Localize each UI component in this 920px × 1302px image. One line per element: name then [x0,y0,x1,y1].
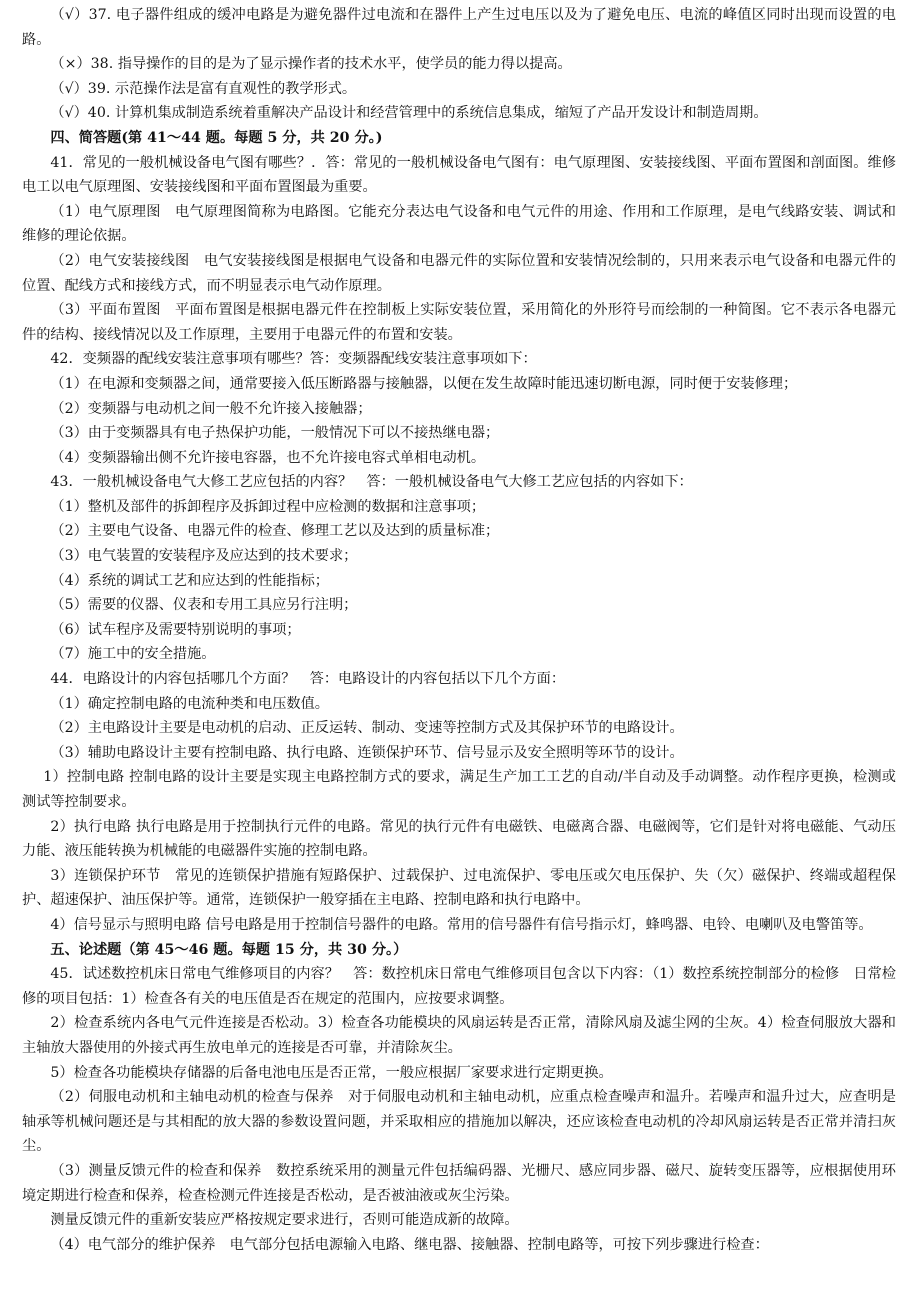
paragraph: （1）整机及部件的拆卸程序及拆卸过程中应检测的数据和注意事项； [50,498,486,515]
paragraph: （1）电气原理图 电气原理图简称为电路图。它能充分表达电气设备和电气元件的用途、作用和工作原理，是电气线路安装、调试和维修的理论依据。 [22,203,896,245]
paragraph: （5）需要的仪器、仪表和专用工具应另行注明； [50,597,358,614]
paragraph: （×）38. 指导操作的目的是为了显示操作者的技术水平，使学员的能力得以提高。 [50,56,572,73]
paragraph: （4）电气部分的维护保养 电气部分包括电源输入电路、继电器、接触器、控制电路等，可按下列步骤进行检查： [50,1236,769,1253]
paragraph: （2）伺服电动机和主轴电动机的检查与保养 对于伺服电动机和主轴电动机，应重点检查噪声和温升。若噪声和温升过大，应查明是轴承等机械问题还是与其相配的放大器的参数设置问题，并采取相应的措施加以解决，还应该检查电动机的冷却风扇运转是否正常并清扫灰尘。 [22,1089,896,1155]
paragraph: （1）在电源和变频器之间，通常要接入低压断路器与接触器，以便在发生故障时能迅速切断电源，同时便于安装修理； [50,375,798,392]
paragraph: （2）变频器与电动机之间一般不允许接入接触器； [50,400,372,417]
paragraph: 42．变频器的配线安装注意事项有哪些？答：变频器配线安装注意事项如下： [50,351,537,368]
paragraph: （2）主电路设计主要是电动机的启动、正反运转、制动、变速等控制方式及其保护环节的电路设计。 [50,720,684,737]
paragraph: （7）施工中的安全措施。 [50,646,216,663]
paragraph: 44．电路设计的内容包括哪几个方面？ 答：电路设计的内容包括以下几个方面： [50,671,566,688]
paragraph: （√）37. 电子器件组成的缓冲电路是为避免器件过电流和在器件上产生过电压以及为了避免电压、电流的峰值区同时出现而设置的电路。 [22,7,896,48]
paragraph: （3）由于变频器具有电子热保护功能，一般情况下可以不接热继电器； [50,425,500,442]
paragraph: 2）检查系统内各电气元件连接是否松动。3）检查各功能模块的风扇运转是否正常，清除风扇及滤尘网的尘灰。4）检查伺服放大器和主轴放大器使用的外接式再生放电单元的连接是否可靠，并清除灰尘。 [22,1015,896,1056]
section-heading: 四、简答题(第 41～44 题。每题 5 分，共 20 分。) [50,129,383,146]
paragraph: （3）测量反馈元件的检查和保养 数控系统采用的测量元件包括编码器、光栅尺、感应同步器、磁尺、旋转变压器等，应根据使用环境定期进行检查和保养，检查检测元件连接是否松动，是否被油液或灰尘污染。 [22,1162,896,1204]
paragraph: 45．试述数控机床日常电气维修项目的内容？ 答：数控机床日常电气维修项目包含以下内容：（1）数控系统控制部分的检修 日常检修的项目包括：1）检查各有关的电压值是否在规定的范围内，应按要求调整。 [22,966,896,1007]
paragraph: （3）平面布置图 平面布置图是根据电器元件在控制板上实际安装位置，采用简化的外形符号而绘制的一种简图。它不表示各电器元件的结构、接线情况以及工作原理，主要用于电器元件的布置和安装。 [22,302,896,343]
paragraph: （3）辅助电路设计主要有控制电路、执行电路、连锁保护环节、信号显示及安全照明等环节的设计。 [50,744,684,761]
paragraph: （1）确定控制电路的电流种类和电压数值。 [50,695,329,712]
paragraph: （√）39. 示范操作法是富有直观性的教学形式。 [50,80,357,97]
paragraph: （4）变频器输出侧不允许接电容器，也不允许接电容式单相电动机。 [50,449,486,466]
document-body [22,3,896,1257]
paragraph: （2）电气安装接线图 电气安装接线图是根据电气设备和电器元件的实际位置和安装情况绘制的，只用来表示电气设备和电器元件的位置、配线方式和接线方式，而不明显表示电气动作原理。 [22,252,896,294]
paragraph: 2）执行电路 执行电路是用于控制执行元件的电路。常见的执行元件有电磁铁、电磁离合器、电磁阀等，它们是针对将电磁能、气动压力能、液压能转换为机械能的电磁器件实施的控制电路。 [22,818,896,860]
paragraph: （√）40. 计算机集成制造系统着重解决产品设计和经营管理中的系统信息集成，缩短了产品开发设计和制造周期。 [50,105,768,122]
paragraph: 3）连锁保护环节 常见的连锁保护措施有短路保护、过载保护、过电流保护、零电压或欠电压保护、失（欠）磁保护、终端或超程保护、超速保护、油压保护等。通常，连锁保护一般穿插在主电路、控制电路和执行电路中。 [22,867,896,909]
paragraph: （6）试车程序及需要特别说明的事项； [50,621,301,638]
paragraph: 4）信号显示与照明电路 信号电路是用于控制信号器件的电路。常用的信号器件有信号指示灯，蜂鸣器、电铃、电喇叭及电警笛等。 [50,916,873,933]
paragraph: （3）电气装置的安装程序及应达到的技术要求； [50,548,358,565]
paragraph: （4）系统的调试工艺和应达到的性能指标； [50,572,329,589]
section-heading: 五、论述题（第 45～46 题。每题 15 分，共 30 分。） [50,941,408,958]
paragraph: 1）控制电路 控制电路的设计主要是实现主电路控制方式的要求，满足生产加工工艺的自动/半自动及手动调整。动作程序更换，检测或测试等控制要求。 [22,769,896,810]
paragraph: 43．一般机械设备电气大修工艺应包括的内容？ 答：一般机械设备电气大修工艺应包括的内容如下： [50,474,693,491]
paragraph: （2）主要电气设备、电器元件的检查、修理工艺以及达到的质量标准； [50,523,500,540]
paragraph: 41．常见的一般机械设备电气图有哪些？．答：常见的一般机械设备电气图有：电气原理图、安装接线图、平面布置图和剖面图。维修电工以电气原理图、安装接线图和平面布置图最为重要。 [22,154,896,196]
paragraph: 测量反馈元件的重新安装应严格按规定要求进行，否则可能造成新的故障。 [50,1212,519,1229]
paragraph: 5）检查各功能模块存储器的后备电池电压是否正常，一般应根据厂家要求进行定期更换。 [50,1064,613,1081]
